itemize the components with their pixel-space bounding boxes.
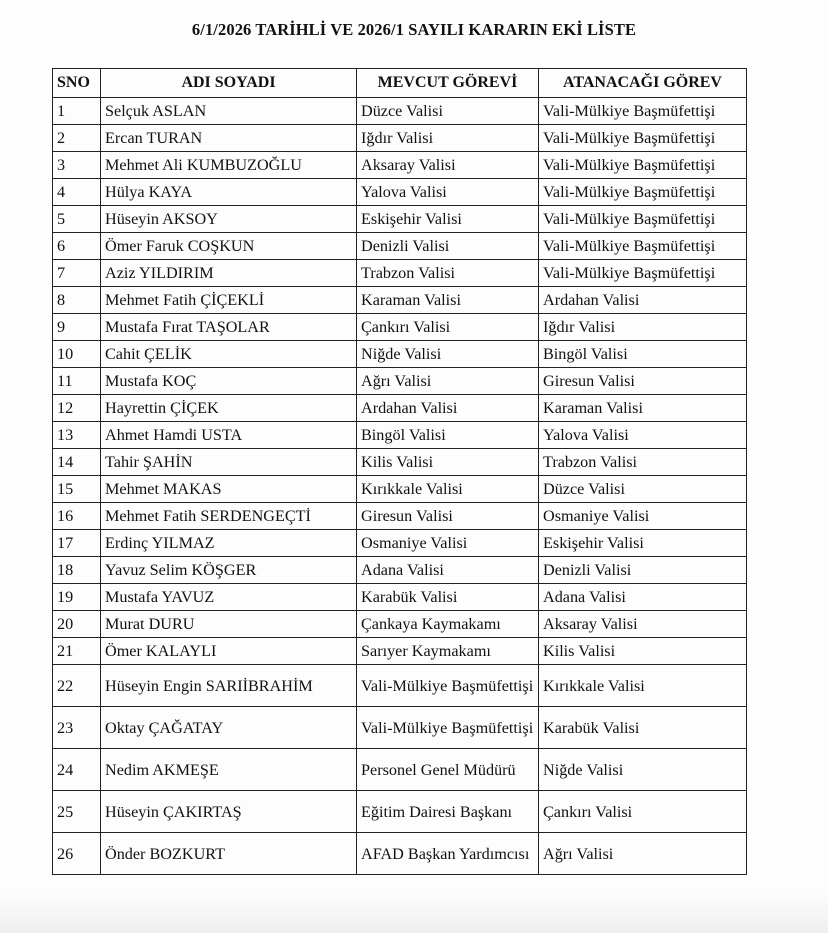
cell-sno: 11 bbox=[53, 368, 101, 395]
cell-sno: 25 bbox=[53, 791, 101, 833]
table-row bbox=[53, 179, 747, 206]
cell-sno: 5 bbox=[53, 206, 101, 233]
header-sno: SNO bbox=[53, 69, 101, 98]
table-row bbox=[53, 125, 747, 152]
cell-sno: 7 bbox=[53, 260, 101, 287]
header-current-duty: MEVCUT GÖREVİ bbox=[357, 69, 539, 98]
cell-new-duty: Kilis Valisi bbox=[539, 638, 747, 665]
cell-name: Hayrettin ÇİÇEK bbox=[101, 395, 357, 422]
cell-name: Ömer Faruk COŞKUN bbox=[101, 233, 357, 260]
cell-new-duty: Trabzon Valisi bbox=[539, 449, 747, 476]
cell-new-duty: Karabük Valisi bbox=[539, 707, 747, 749]
cell-current-duty: Çankırı Valisi bbox=[357, 314, 539, 341]
table-row bbox=[53, 749, 747, 791]
cell-current-duty: Çankaya Kaymakamı bbox=[357, 611, 539, 638]
cell-current-duty: Iğdır Valisi bbox=[357, 125, 539, 152]
cell-current-duty: Niğde Valisi bbox=[357, 341, 539, 368]
table-row bbox=[53, 341, 747, 368]
cell-name: Tahir ŞAHİN bbox=[101, 449, 357, 476]
cell-current-duty: Personel Genel Müdürü bbox=[357, 749, 539, 791]
table-row bbox=[53, 557, 747, 584]
cell-name: Ercan TURAN bbox=[101, 125, 357, 152]
table-row bbox=[53, 449, 747, 476]
cell-name: Ömer KALAYLI bbox=[101, 638, 357, 665]
cell-current-duty: Osmaniye Valisi bbox=[357, 530, 539, 557]
cell-current-duty: Ardahan Valisi bbox=[357, 395, 539, 422]
cell-new-duty: Vali-Mülkiye Başmüfettişi bbox=[539, 152, 747, 179]
cell-current-duty: Karaman Valisi bbox=[357, 287, 539, 314]
cell-current-duty: Sarıyer Kaymakamı bbox=[357, 638, 539, 665]
cell-sno: 12 bbox=[53, 395, 101, 422]
cell-new-duty: Eskişehir Valisi bbox=[539, 530, 747, 557]
cell-new-duty: Vali-Mülkiye Başmüfettişi bbox=[539, 98, 747, 125]
table-body bbox=[53, 98, 747, 875]
cell-name: Hülya KAYA bbox=[101, 179, 357, 206]
cell-sno: 24 bbox=[53, 749, 101, 791]
cell-sno: 2 bbox=[53, 125, 101, 152]
cell-sno: 3 bbox=[53, 152, 101, 179]
table-row bbox=[53, 395, 747, 422]
table-row bbox=[53, 665, 747, 707]
cell-new-duty: Ağrı Valisi bbox=[539, 833, 747, 875]
cell-current-duty: Trabzon Valisi bbox=[357, 260, 539, 287]
cell-current-duty: Kırıkkale Valisi bbox=[357, 476, 539, 503]
cell-sno: 19 bbox=[53, 584, 101, 611]
table-row bbox=[53, 833, 747, 875]
cell-current-duty: AFAD Başkan Yardımcısı bbox=[357, 833, 539, 875]
cell-sno: 16 bbox=[53, 503, 101, 530]
table-row bbox=[53, 233, 747, 260]
cell-name: Mustafa KOÇ bbox=[101, 368, 357, 395]
cell-name: Mehmet Fatih ÇİÇEKLİ bbox=[101, 287, 357, 314]
cell-sno: 22 bbox=[53, 665, 101, 707]
cell-new-duty: Vali-Mülkiye Başmüfettişi bbox=[539, 125, 747, 152]
cell-sno: 20 bbox=[53, 611, 101, 638]
cell-current-duty: Ağrı Valisi bbox=[357, 368, 539, 395]
table-row bbox=[53, 314, 747, 341]
cell-name: Hüseyin Engin SARIİBRAHİM bbox=[101, 665, 357, 707]
cell-name: Hüseyin AKSOY bbox=[101, 206, 357, 233]
cell-sno: 13 bbox=[53, 422, 101, 449]
cell-name: Aziz YILDIRIM bbox=[101, 260, 357, 287]
cell-new-duty: Denizli Valisi bbox=[539, 557, 747, 584]
cell-new-duty: Çankırı Valisi bbox=[539, 791, 747, 833]
table-row bbox=[53, 152, 747, 179]
cell-new-duty: Adana Valisi bbox=[539, 584, 747, 611]
cell-current-duty: Eskişehir Valisi bbox=[357, 206, 539, 233]
cell-current-duty: Yalova Valisi bbox=[357, 179, 539, 206]
cell-new-duty: Vali-Mülkiye Başmüfettişi bbox=[539, 233, 747, 260]
cell-sno: 18 bbox=[53, 557, 101, 584]
cell-new-duty: Bingöl Valisi bbox=[539, 341, 747, 368]
cell-sno: 23 bbox=[53, 707, 101, 749]
table-row bbox=[53, 791, 747, 833]
cell-name: Cahit ÇELİK bbox=[101, 341, 357, 368]
cell-new-duty: Vali-Mülkiye Başmüfettişi bbox=[539, 179, 747, 206]
cell-name: Mustafa Fırat TAŞOLAR bbox=[101, 314, 357, 341]
cell-sno: 26 bbox=[53, 833, 101, 875]
cell-sno: 14 bbox=[53, 449, 101, 476]
cell-current-duty: Kilis Valisi bbox=[357, 449, 539, 476]
cell-current-duty: Denizli Valisi bbox=[357, 233, 539, 260]
table-row bbox=[53, 476, 747, 503]
cell-sno: 15 bbox=[53, 476, 101, 503]
table-row bbox=[53, 503, 747, 530]
cell-new-duty: Osmaniye Valisi bbox=[539, 503, 747, 530]
cell-new-duty: Aksaray Valisi bbox=[539, 611, 747, 638]
cell-new-duty: Vali-Mülkiye Başmüfettişi bbox=[539, 206, 747, 233]
appointment-table bbox=[52, 68, 747, 875]
table-row bbox=[53, 584, 747, 611]
cell-current-duty: Eğitim Dairesi Başkanı bbox=[357, 791, 539, 833]
table-row bbox=[53, 638, 747, 665]
cell-sno: 21 bbox=[53, 638, 101, 665]
table-row bbox=[53, 98, 747, 125]
table-row bbox=[53, 206, 747, 233]
cell-new-duty: Ardahan Valisi bbox=[539, 287, 747, 314]
cell-name: Oktay ÇAĞATAY bbox=[101, 707, 357, 749]
cell-name: Nedim AKMEŞE bbox=[101, 749, 357, 791]
header-new-duty: ATANACAĞI GÖREV bbox=[539, 69, 747, 98]
cell-name: Ahmet Hamdi USTA bbox=[101, 422, 357, 449]
cell-new-duty: Giresun Valisi bbox=[539, 368, 747, 395]
cell-sno: 6 bbox=[53, 233, 101, 260]
cell-name: Mehmet MAKAS bbox=[101, 476, 357, 503]
page-edge-shade bbox=[0, 893, 828, 933]
cell-name: Mehmet Fatih SERDENGEÇTİ bbox=[101, 503, 357, 530]
cell-current-duty: Bingöl Valisi bbox=[357, 422, 539, 449]
cell-sno: 10 bbox=[53, 341, 101, 368]
cell-name: Yavuz Selim KÖŞGER bbox=[101, 557, 357, 584]
cell-current-duty: Düzce Valisi bbox=[357, 98, 539, 125]
cell-current-duty: Vali-Mülkiye Başmüfettişi bbox=[357, 665, 539, 707]
cell-new-duty: Niğde Valisi bbox=[539, 749, 747, 791]
cell-new-duty: Vali-Mülkiye Başmüfettişi bbox=[539, 260, 747, 287]
cell-name: Erdinç YILMAZ bbox=[101, 530, 357, 557]
table-row bbox=[53, 530, 747, 557]
table-row bbox=[53, 422, 747, 449]
cell-new-duty: Yalova Valisi bbox=[539, 422, 747, 449]
cell-current-duty: Aksaray Valisi bbox=[357, 152, 539, 179]
cell-sno: 8 bbox=[53, 287, 101, 314]
cell-current-duty: Karabük Valisi bbox=[357, 584, 539, 611]
cell-new-duty: Kırıkkale Valisi bbox=[539, 665, 747, 707]
table-header-row bbox=[53, 69, 747, 98]
table-row bbox=[53, 707, 747, 749]
cell-name: Hüseyin ÇAKIRTAŞ bbox=[101, 791, 357, 833]
cell-name: Murat DURU bbox=[101, 611, 357, 638]
cell-current-duty: Adana Valisi bbox=[357, 557, 539, 584]
cell-sno: 1 bbox=[53, 98, 101, 125]
cell-name: Mustafa YAVUZ bbox=[101, 584, 357, 611]
page-title: 6/1/2026 TARİHLİ VE 2026/1 SAYILI KARARIN EKİ LİSTE bbox=[191, 20, 637, 39]
table-row bbox=[53, 260, 747, 287]
cell-new-duty: Karaman Valisi bbox=[539, 395, 747, 422]
cell-name: Önder BOZKURT bbox=[101, 833, 357, 875]
cell-new-duty: Iğdır Valisi bbox=[539, 314, 747, 341]
cell-new-duty: Düzce Valisi bbox=[539, 476, 747, 503]
table-row bbox=[53, 287, 747, 314]
cell-sno: 9 bbox=[53, 314, 101, 341]
table-row bbox=[53, 611, 747, 638]
header-name: ADI SOYADI bbox=[101, 69, 357, 98]
cell-name: Selçuk ASLAN bbox=[101, 98, 357, 125]
cell-sno: 4 bbox=[53, 179, 101, 206]
cell-sno: 17 bbox=[53, 530, 101, 557]
cell-current-duty: Giresun Valisi bbox=[357, 503, 539, 530]
cell-current-duty: Vali-Mülkiye Başmüfettişi bbox=[357, 707, 539, 749]
table-row bbox=[53, 368, 747, 395]
cell-name: Mehmet Ali KUMBUZOĞLU bbox=[101, 152, 357, 179]
